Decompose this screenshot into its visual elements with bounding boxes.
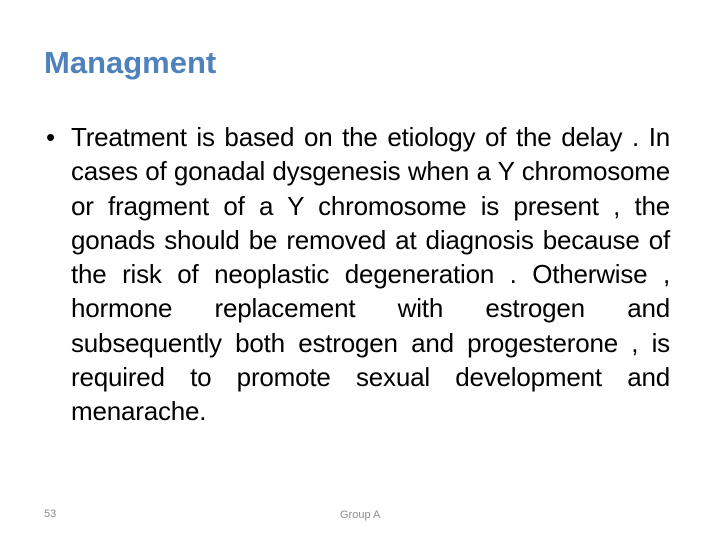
footer-text: Group A bbox=[340, 509, 381, 521]
bullet-text: Treatment is based on the etiology of the delay . In cases of gonadal dysgenesis when a Y chromosome or fragment of a Y chromosome is present , the gonads should be removed at diagnosis because of the risk of neoplastic degeneration . Otherwise , hormone replacement with estrogen and subsequently both estrogen and progesterone , is required to promote sexual development and menarache. bbox=[71, 122, 670, 427]
slide-number: 53 bbox=[44, 508, 57, 520]
slide-title: Managment bbox=[44, 45, 217, 80]
bullet-item bbox=[46, 120, 670, 429]
bullet-marker: • bbox=[46, 122, 56, 152]
